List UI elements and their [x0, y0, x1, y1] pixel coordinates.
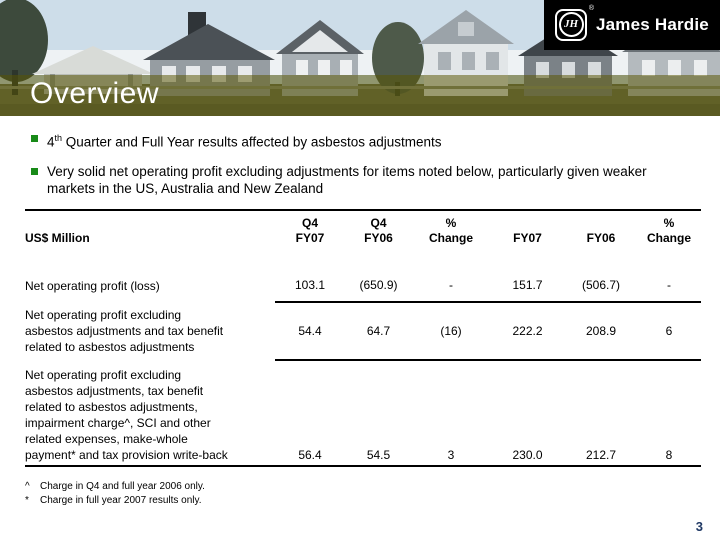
header-line1: Q4: [301, 215, 318, 230]
header-line1: %: [663, 215, 675, 230]
cell-value: 54.4: [275, 302, 345, 360]
row-label: [25, 252, 275, 302]
header-line2: Change: [646, 230, 691, 245]
cell-value: 212.7: [565, 360, 637, 466]
header-line2: FY07: [513, 230, 542, 245]
cell-value: 64.7: [345, 302, 412, 360]
table-header-row: [25, 210, 701, 252]
table-row: [25, 360, 701, 466]
header-line2: FY07: [295, 230, 325, 245]
registered-trademark-icon: ®: [588, 4, 594, 12]
row-label-line: impairment charge^, SCI and other: [25, 415, 211, 430]
column-header-pct-change-fy: [637, 210, 701, 252]
column-header-unit: US$ Million: [25, 230, 90, 245]
footnote-marker: *: [25, 494, 29, 506]
row-label-line: Net operating profit excluding: [25, 307, 182, 322]
footnote-text: Charge in Q4 and full year 2006 only.: [40, 480, 205, 492]
column-header-fy06: [565, 210, 637, 252]
header-line2: FY06: [364, 230, 393, 245]
cell-value: 8: [637, 360, 701, 466]
footnote-asterisk: [25, 495, 720, 506]
jh-monogram-icon: [555, 4, 594, 42]
page-number: 3: [695, 519, 703, 534]
header-line1: Q4: [370, 215, 387, 230]
row-label-line: related to asbestos adjustments: [25, 339, 195, 354]
row-label-line: asbestos adjustments and tax benefit: [25, 323, 224, 338]
header-line2: FY06: [586, 230, 616, 245]
cell-value: 208.9: [565, 302, 637, 360]
cell-value: (16): [412, 302, 490, 360]
bullet-1-pre: 4: [47, 134, 55, 150]
cell-value: 54.5: [345, 360, 412, 466]
james-hardie-logo: [544, 0, 720, 50]
footnote-marker: ^: [25, 480, 30, 492]
bullet-item-2: [31, 163, 671, 197]
cell-value: (650.9): [359, 277, 398, 292]
cell-value: 151.7: [512, 277, 543, 292]
page-title: Overview: [30, 77, 160, 110]
row-label: [25, 302, 275, 360]
cell-value: 6: [637, 302, 701, 360]
bullet-square-icon: [31, 135, 38, 142]
footnote-text: Charge in full year 2007 results only.: [40, 494, 202, 506]
row-label-line: related expenses, make-whole: [25, 431, 188, 446]
brand-name: James Hardie: [596, 15, 709, 34]
row-label-line: Net operating profit (loss): [25, 278, 160, 293]
row-label-line: Net operating profit excluding: [25, 367, 182, 382]
column-header-q4-fy06: [345, 210, 412, 252]
cell-value: -: [449, 277, 453, 292]
table-row: [25, 302, 701, 360]
row-label-line: payment* and tax provision write-back: [25, 447, 228, 462]
cell-value: 222.2: [490, 302, 565, 360]
bullet-text: Very solid net operating profit excluding adjustments for items noted below, particularly given weaker markets in the US, Australia and New Zealand: [47, 163, 647, 196]
cell-value: 230.0: [490, 360, 565, 466]
bullet-item-1: [31, 130, 671, 151]
cell-value: 3: [412, 360, 490, 466]
header-line1: %: [445, 215, 457, 230]
header-banner: [0, 0, 720, 116]
header-line2: Change: [428, 230, 473, 245]
row-label-line: asbestos adjustments, tax benefit: [25, 383, 204, 398]
column-header-q4-fy07: [275, 210, 345, 252]
bullet-list: [31, 130, 720, 197]
row-label: [25, 360, 275, 466]
cell-value: (506.7): [581, 277, 621, 292]
bullet-text: [47, 130, 442, 151]
jh-monogram-letters: JH: [563, 18, 579, 30]
cell-value: -: [667, 277, 671, 292]
bullet-1-superscript: th: [54, 133, 63, 143]
row-label-line: related to asbestos adjustments,: [25, 399, 198, 414]
footnote-caret: [25, 481, 720, 492]
bullet-square-icon: [31, 168, 38, 175]
footnotes: [25, 481, 720, 506]
cell-value: 103.1: [294, 277, 326, 292]
column-header-pct-change-q4: [412, 210, 490, 252]
cell-value: 56.4: [275, 360, 345, 466]
table-row: [25, 252, 701, 302]
column-header-fy07: [490, 210, 565, 252]
bullet-1-post: Quarter and Full Year results affected by asbestos adjustments: [62, 134, 442, 150]
results-table: [25, 209, 701, 467]
